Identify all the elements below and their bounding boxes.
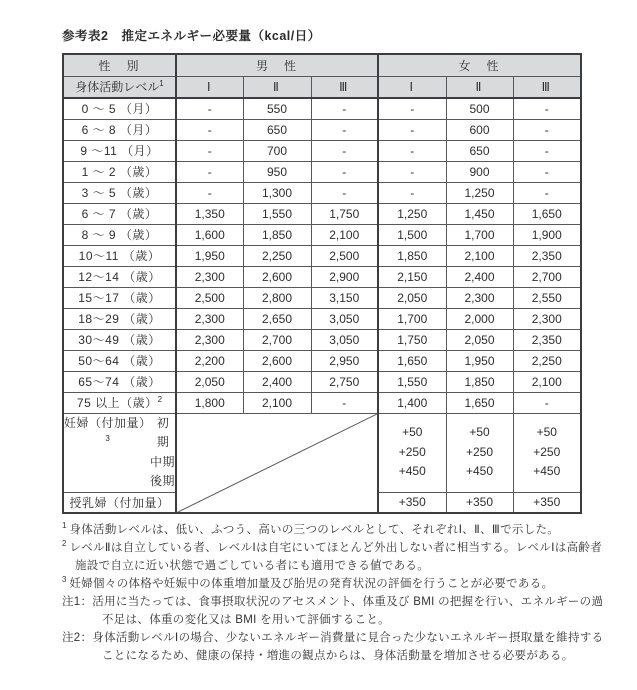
age-group-label: 15～17 （歳） (63, 287, 176, 308)
energy-value-cell: 1,950 (176, 245, 243, 266)
energy-value-cell: 2,800 (243, 287, 311, 308)
energy-value-cell: 1,700 (446, 224, 513, 245)
energy-value-cell: 2,500 (176, 287, 243, 308)
energy-value-cell: - (176, 119, 243, 140)
age-group-label: 6 ～ 8 （月） (63, 119, 176, 140)
table-row (63, 203, 581, 224)
table-row (63, 119, 581, 140)
energy-value-cell: - (176, 182, 243, 203)
energy-value-cell: 1,450 (446, 203, 513, 224)
age-group-label: 12～14 （歳） (63, 266, 176, 287)
energy-value-cell: - (378, 140, 446, 161)
table-row (63, 287, 581, 308)
energy-value-cell: - (513, 140, 581, 161)
maternity-label: 妊婦（付加量）$^3$ (64, 415, 152, 443)
energy-value-cell: 2,300 (446, 287, 513, 308)
energy-value-cell: 2,300 (176, 308, 243, 329)
footnote-marker: 2 (62, 539, 67, 549)
table-header (63, 54, 581, 98)
energy-value-cell: - (513, 392, 581, 413)
lactation-value-female-1: +350 (378, 492, 446, 513)
footnote-text: 活用に当たっては、食事摂取状況のアセスメント、体重及び BMI の把握を行い、エネルギーの過不足は、体重の変化又は BMI を用いて評価すること。 (92, 596, 604, 626)
header-level-male-3: Ⅲ (311, 76, 378, 98)
header-level-male-2: Ⅱ (243, 76, 311, 98)
footnote-marker: 注1： (62, 596, 93, 608)
energy-value-cell: 2,600 (243, 266, 311, 287)
energy-value-cell: 2,100 (513, 371, 581, 392)
footnote-text: 身体活動レベルは、低い、ふつう、高いの三つのレベルとして、それぞれⅠ、Ⅱ、Ⅲで示した。 (69, 524, 560, 536)
maternity-footnote-marker: 3 (105, 434, 110, 443)
energy-value-cell: - (311, 392, 378, 413)
energy-value-cell: - (378, 182, 446, 203)
energy-value-cell: 2,050 (378, 287, 446, 308)
header-level-female-1: Ⅰ (378, 76, 446, 98)
age-group-label: 50～64 （歳） (63, 350, 176, 371)
energy-value-cell: 2,350 (513, 329, 581, 350)
energy-value-cell: 2,900 (311, 266, 378, 287)
table-row (63, 266, 581, 287)
energy-value-cell: 2,400 (446, 266, 513, 287)
header-level-male-1: Ⅰ (176, 76, 243, 98)
footnote-line (62, 521, 607, 539)
energy-value-cell: 1,600 (176, 224, 243, 245)
energy-value-cell: 2,950 (311, 350, 378, 371)
energy-value-cell: 2,300 (513, 308, 581, 329)
lactation-label-cell: 授乳婦（付加量） (63, 492, 176, 513)
energy-value-cell: 1,700 (378, 308, 446, 329)
footnote-line (62, 539, 607, 575)
age-group-label: 8 ～ 9 （歳） (63, 224, 176, 245)
energy-value-cell: 900 (446, 161, 513, 182)
maternity-stage-mid: 中期 (149, 454, 175, 469)
table-row (63, 98, 581, 119)
energy-value-cell: - (378, 98, 446, 119)
energy-value-cell: 1,850 (378, 245, 446, 266)
footnote-line (62, 575, 607, 593)
energy-value-cell: 2,300 (176, 329, 243, 350)
energy-value-cell: - (176, 140, 243, 161)
maternity-values-female-2: +50 +250 +450 (446, 413, 513, 492)
energy-value-cell: 2,700 (513, 266, 581, 287)
footnote-text: 身体活動レベルⅠの場合、少ないエネルギー消費量に見合った少ないエネルギー摂取量を維持することになるため、健康の保持・増進の観点からは、身体活動量を増加させる必要がある。 (92, 632, 604, 662)
energy-value-cell: 1,400 (378, 392, 446, 413)
age-group-label: 65～74 （歳） (63, 371, 176, 392)
table-row (63, 224, 581, 245)
header-male: 男 性 (176, 54, 378, 76)
energy-value-cell: 1,250 (378, 203, 446, 224)
energy-value-cell: 1,550 (243, 203, 311, 224)
energy-value-cell: - (311, 182, 378, 203)
footnote-line (62, 629, 607, 665)
maternity-row (63, 413, 581, 492)
energy-value-cell: 1,500 (378, 224, 446, 245)
age-group-label: 75 以上（歳）$^2$ (63, 392, 176, 413)
energy-value-cell: 700 (243, 140, 311, 161)
energy-value-cell: 1,300 (243, 182, 311, 203)
header-sex: 性 別 (63, 54, 176, 76)
maternity-values-female-1: +50 +250 +450 (378, 413, 446, 492)
age-group-label: 10～11 （歳） (63, 245, 176, 266)
energy-value-cell: 950 (243, 161, 311, 182)
table-row (63, 308, 581, 329)
energy-value-cell: 2,000 (446, 308, 513, 329)
energy-value-cell: 2,350 (513, 245, 581, 266)
not-applicable-diagonal-cell (176, 413, 378, 513)
header-level-female-2: Ⅱ (446, 76, 513, 98)
energy-value-cell: 2,600 (243, 350, 311, 371)
energy-value-cell: 2,700 (243, 329, 311, 350)
footnote-marker: 注2： (62, 632, 93, 644)
age-group-label: 6 ～ 7 （歳） (63, 203, 176, 224)
energy-value-cell: - (176, 98, 243, 119)
footnote-marker: 1 (62, 521, 67, 531)
lactation-value-female-3: +350 (513, 492, 581, 513)
footnote-marker: 3 (62, 575, 67, 585)
age-group-label: 18～29 （歳） (63, 308, 176, 329)
energy-value-cell: 2,050 (176, 371, 243, 392)
energy-value-cell: 2,250 (243, 245, 311, 266)
energy-value-cell: 2,300 (176, 266, 243, 287)
footnotes (62, 521, 607, 665)
maternity-stage-early: 初期 (156, 415, 170, 449)
energy-value-cell: 1,650 (446, 392, 513, 413)
energy-value-cell: 1,250 (446, 182, 513, 203)
energy-value-cell: 2,100 (311, 224, 378, 245)
energy-value-cell: 2,150 (378, 266, 446, 287)
energy-value-cell: - (378, 119, 446, 140)
header-female: 女 性 (378, 54, 581, 76)
energy-value-cell: 2,500 (311, 245, 378, 266)
energy-value-cell: - (513, 161, 581, 182)
energy-value-cell: 2,400 (243, 371, 311, 392)
energy-value-cell: 2,750 (311, 371, 378, 392)
energy-value-cell: - (513, 119, 581, 140)
energy-requirements-table (62, 53, 582, 514)
table-row (63, 161, 581, 182)
table-row (63, 350, 581, 371)
energy-value-cell: 550 (243, 98, 311, 119)
page-title: 参考表2 推定エネルギー必要量（kcal/日） (62, 29, 321, 43)
row-footnote-marker: 2 (157, 395, 163, 404)
header-row-activity (63, 76, 581, 98)
energy-value-cell: 2,250 (513, 350, 581, 371)
energy-value-cell: 2,650 (243, 308, 311, 329)
table-row (63, 371, 581, 392)
header-row-sex (63, 54, 581, 76)
energy-value-cell: - (311, 161, 378, 182)
activity-footnote-marker: 1 (159, 79, 164, 89)
table-row (63, 245, 581, 266)
energy-value-cell: 1,850 (243, 224, 311, 245)
header-activity-level (63, 76, 176, 98)
energy-value-cell: - (311, 98, 378, 119)
energy-value-cell: 2,100 (243, 392, 311, 413)
maternity-label-line (64, 414, 175, 453)
energy-value-cell: 1,350 (176, 203, 243, 224)
table-row (63, 392, 581, 413)
energy-value-cell: 2,200 (176, 350, 243, 371)
age-group-label: 0 ～ 5 （月） (63, 98, 176, 119)
energy-value-cell: 1,750 (311, 203, 378, 224)
energy-value-cell: 2,050 (446, 329, 513, 350)
energy-value-cell: - (513, 182, 581, 203)
age-group-label: 3 ～ 5 （歳） (63, 182, 176, 203)
maternity-stage-late: 後期 (149, 474, 175, 488)
energy-value-cell: 1,900 (513, 224, 581, 245)
maternity-label-cell (63, 413, 176, 492)
energy-value-cell: - (311, 140, 378, 161)
energy-value-cell: - (176, 161, 243, 182)
energy-value-cell: 1,650 (378, 350, 446, 371)
energy-value-cell: 600 (446, 119, 513, 140)
header-level-female-3: Ⅲ (513, 76, 581, 98)
age-group-label: 30～49 （歳） (63, 329, 176, 350)
maternity-values-female-3: +50 +250 +450 (513, 413, 581, 492)
lactation-value-female-2: +350 (446, 492, 513, 513)
energy-value-cell: 500 (446, 98, 513, 119)
footnote-text: レベルⅡは自立している者、レベルⅠは自宅にいてほとんど外出しない者に相当する。レベルⅠは高齢者施設で自立に近い状態で過ごしている者にも適用できる値である。 (69, 542, 602, 572)
table-row (63, 329, 581, 350)
header-activity-label: 身体活動レベル (75, 80, 160, 95)
energy-value-cell: 1,800 (176, 392, 243, 413)
energy-value-cell: 2,550 (513, 287, 581, 308)
energy-value-cell: 1,650 (513, 203, 581, 224)
table-body (63, 98, 581, 513)
energy-value-cell: 650 (446, 140, 513, 161)
footnote-text: 妊婦個々の体格や妊娠中の体重増加量及び胎児の発育状況の評価を行うことが必要である。 (69, 578, 554, 590)
energy-value-cell: 650 (243, 119, 311, 140)
table-row (63, 140, 581, 161)
footnote-line (62, 593, 607, 629)
age-group-label: 1 ～ 2 （歳） (63, 161, 176, 182)
energy-value-cell: 2,100 (446, 245, 513, 266)
energy-value-cell: 3,150 (311, 287, 378, 308)
energy-value-cell: 1,750 (378, 329, 446, 350)
age-group-label: 9 ～11 （月） (63, 140, 176, 161)
energy-value-cell: - (378, 161, 446, 182)
energy-value-cell: 3,050 (311, 308, 378, 329)
energy-value-cell: 3,050 (311, 329, 378, 350)
diagonal-line-icon (177, 414, 377, 513)
energy-value-cell: - (311, 119, 378, 140)
energy-value-cell: 1,550 (378, 371, 446, 392)
energy-value-cell: 1,950 (446, 350, 513, 371)
table-row (63, 182, 581, 203)
energy-value-cell: - (513, 98, 581, 119)
energy-value-cell: 1,850 (446, 371, 513, 392)
